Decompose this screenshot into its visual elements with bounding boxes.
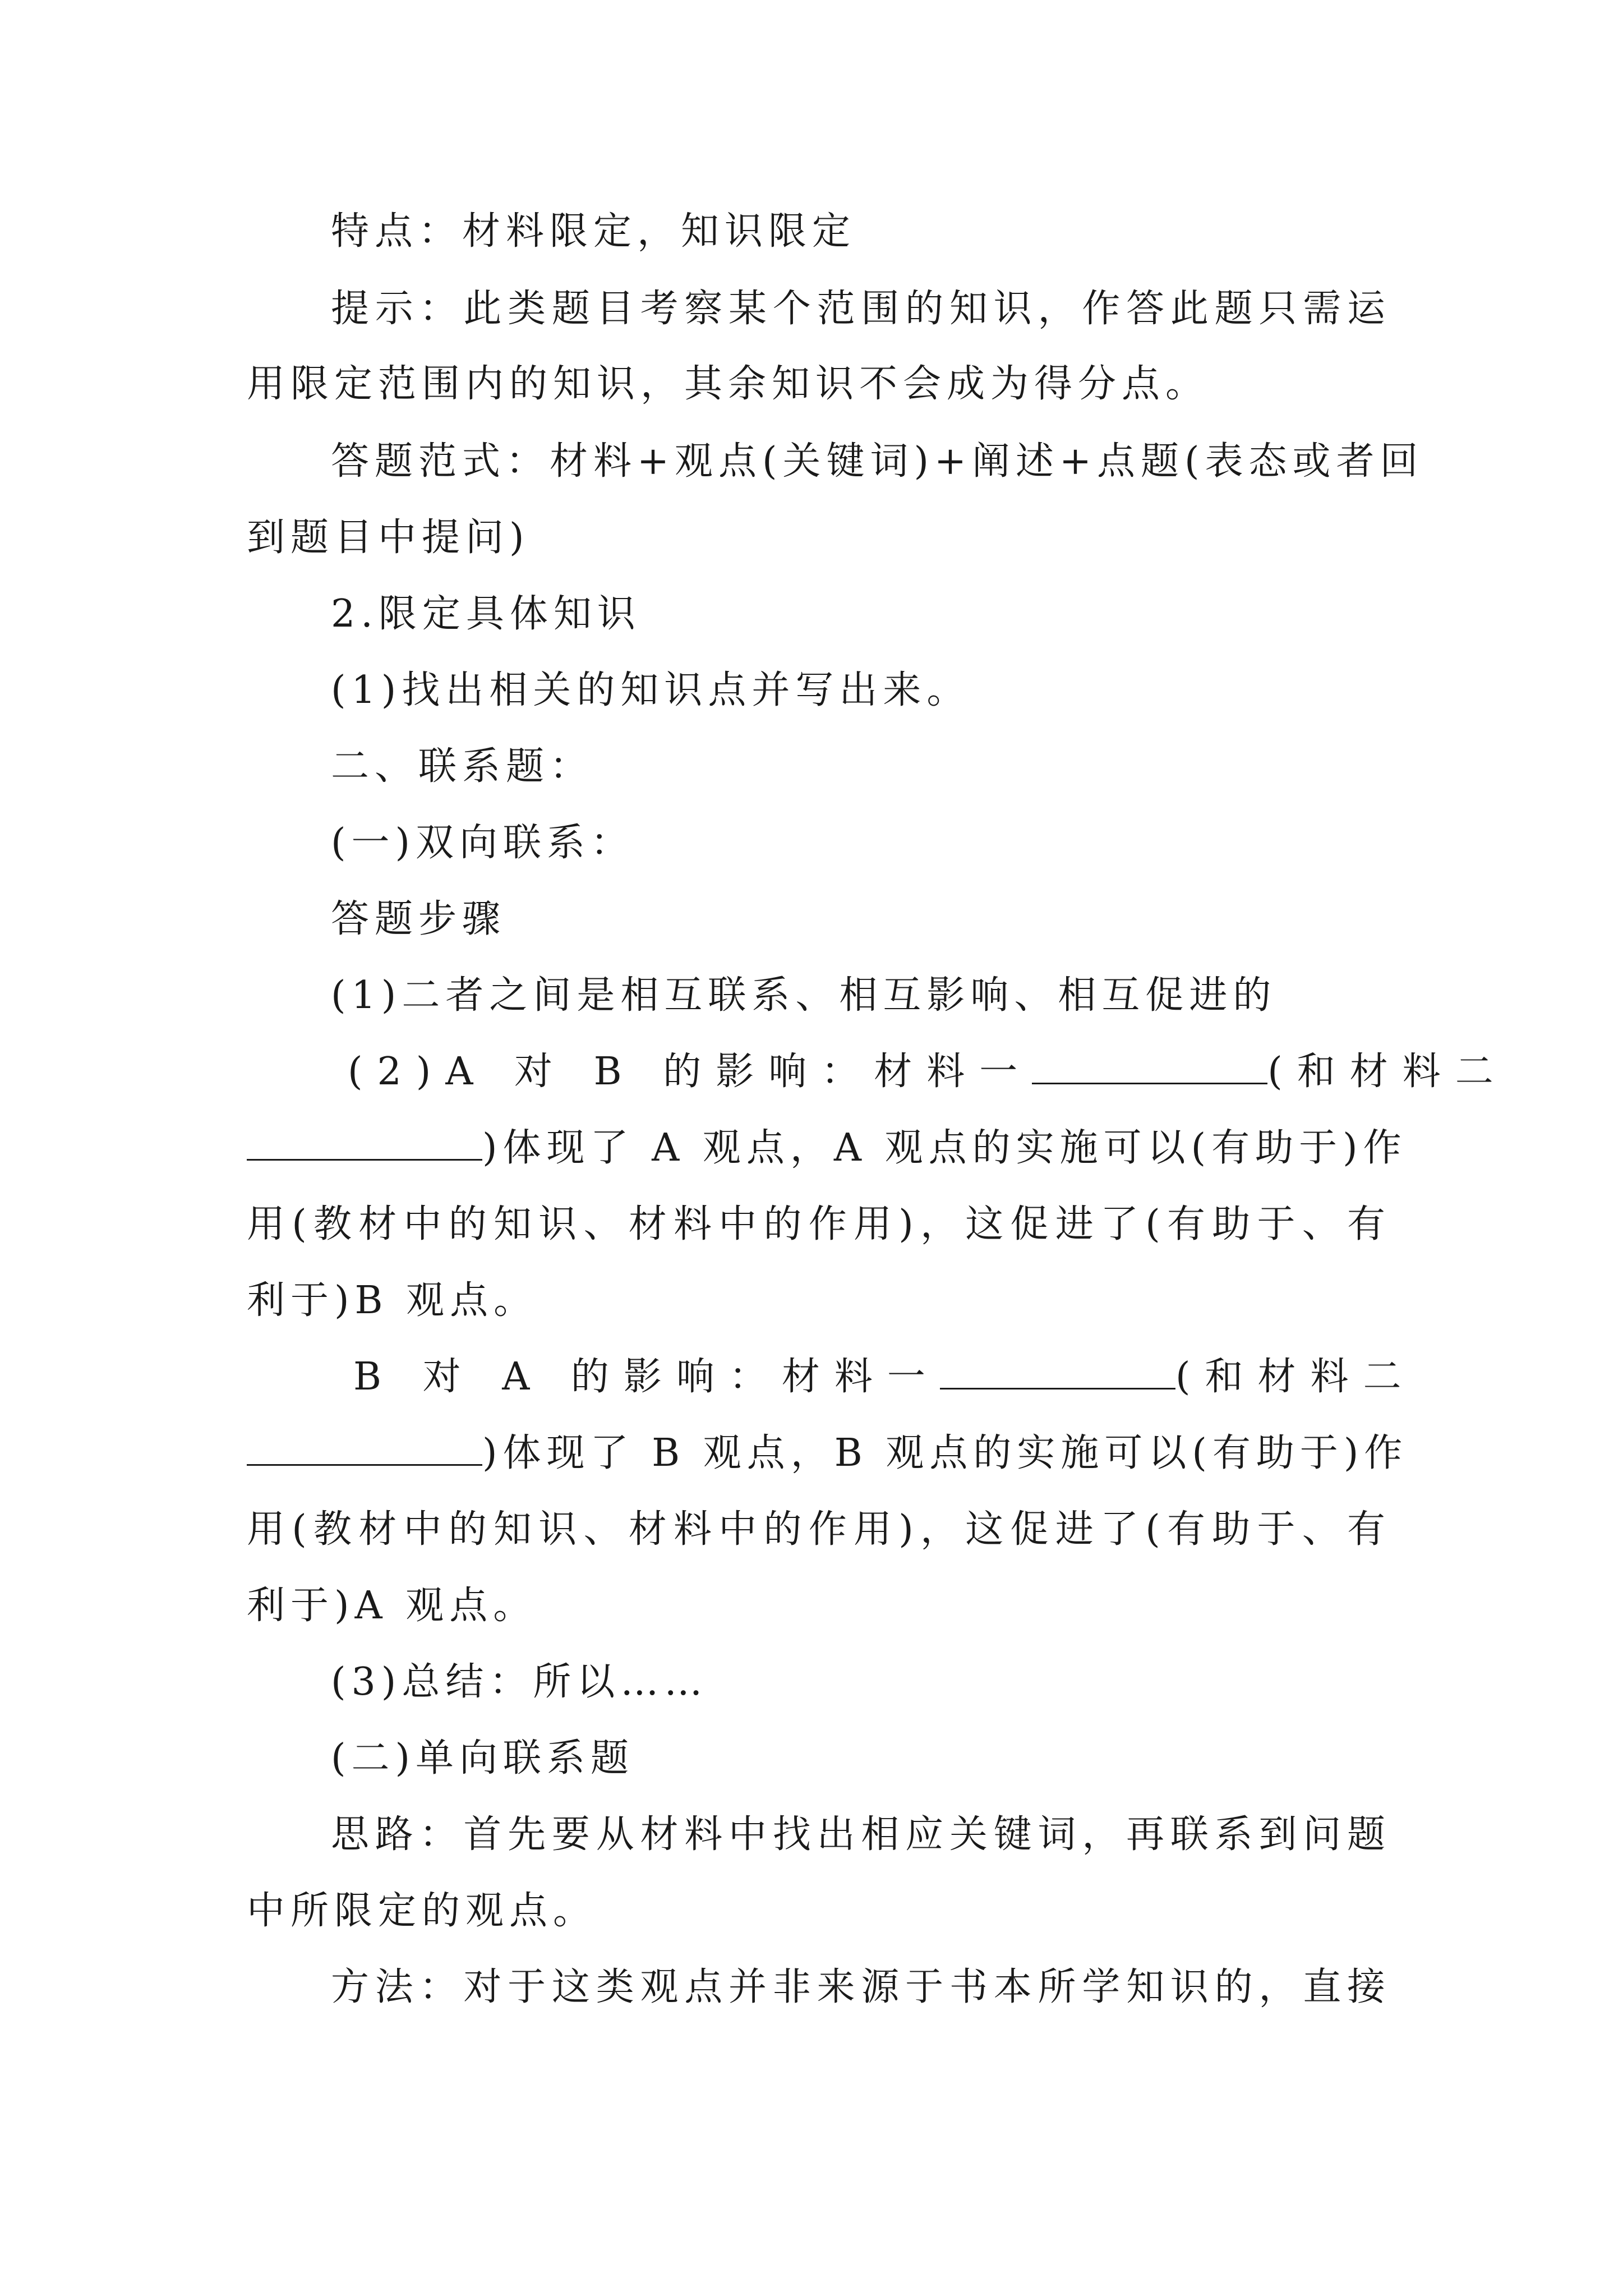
text-line: (1)找出相关的知识点并写出来。 <box>331 668 971 712</box>
text-line: 答题步骤 <box>331 897 506 941</box>
text-line: 到题目中提问) <box>247 516 530 560</box>
text-line: 提示：此类题目考察某个范围的知识，作答此题只需运 <box>331 287 1391 331</box>
fill-blank <box>247 1123 482 1161</box>
section-heading: 2.限定具体知识 <box>331 592 641 636</box>
text-segment: )体现了 B 观点，B 观点的实施可以(有助于)作 <box>482 1431 1408 1475</box>
text-segment: (和材料二 <box>1267 1050 1508 1094</box>
text-line: 中所限定的观点。 <box>247 1889 597 1933</box>
text-line: 特点：材料限定，知识限定 <box>331 209 856 254</box>
text-line: (1)二者之间是相互联系、相互影响、相互促进的 <box>331 973 1277 1018</box>
section-heading: (一)双向联系： <box>331 821 635 865</box>
fill-blank <box>940 1352 1175 1389</box>
text-line <box>247 1428 1408 1479</box>
section-heading: 二、联系题： <box>331 744 594 789</box>
section-heading: (二)单向联系题 <box>331 1736 635 1780</box>
text-segment: (和材料二 <box>1175 1355 1416 1399</box>
text-line <box>353 1352 1415 1402</box>
text-line: 用(教材中的知识、材料中的作用)，这促进了(有助于、有 <box>247 1507 1391 1552</box>
text-segment: B 对 A 的影响：材料一 <box>353 1355 940 1399</box>
fill-blank <box>247 1428 482 1466</box>
text-line: 利于)B 观点。 <box>247 1278 538 1323</box>
text-line: 答题范式：材料+观点(关键词)+阐述+点题(表态或者回 <box>331 439 1424 484</box>
text-line: 利于)A 观点。 <box>247 1584 537 1628</box>
text-line <box>348 1047 1508 1097</box>
text-line: 方法：对于这类观点并非来源于书本所学知识的，直接 <box>331 1965 1391 2009</box>
text-line: 用(教材中的知识、材料中的作用)，这促进了(有助于、有 <box>247 1202 1391 1246</box>
text-line: 思路：首先要从材料中找出相应关键词，再联系到问题 <box>331 1812 1391 1857</box>
fill-blank <box>1032 1047 1267 1084</box>
text-line <box>247 1123 1407 1174</box>
text-line: 用限定范围内的知识，其余知识不会成为得分点。 <box>247 362 1210 406</box>
text-line: (3)总结：所以…… <box>331 1660 708 1704</box>
text-segment: )体现了 A 观点，A 观点的实施可以(有助于)作 <box>482 1126 1407 1170</box>
text-segment: (2)A 对 B 的影响：材料一 <box>348 1050 1032 1094</box>
